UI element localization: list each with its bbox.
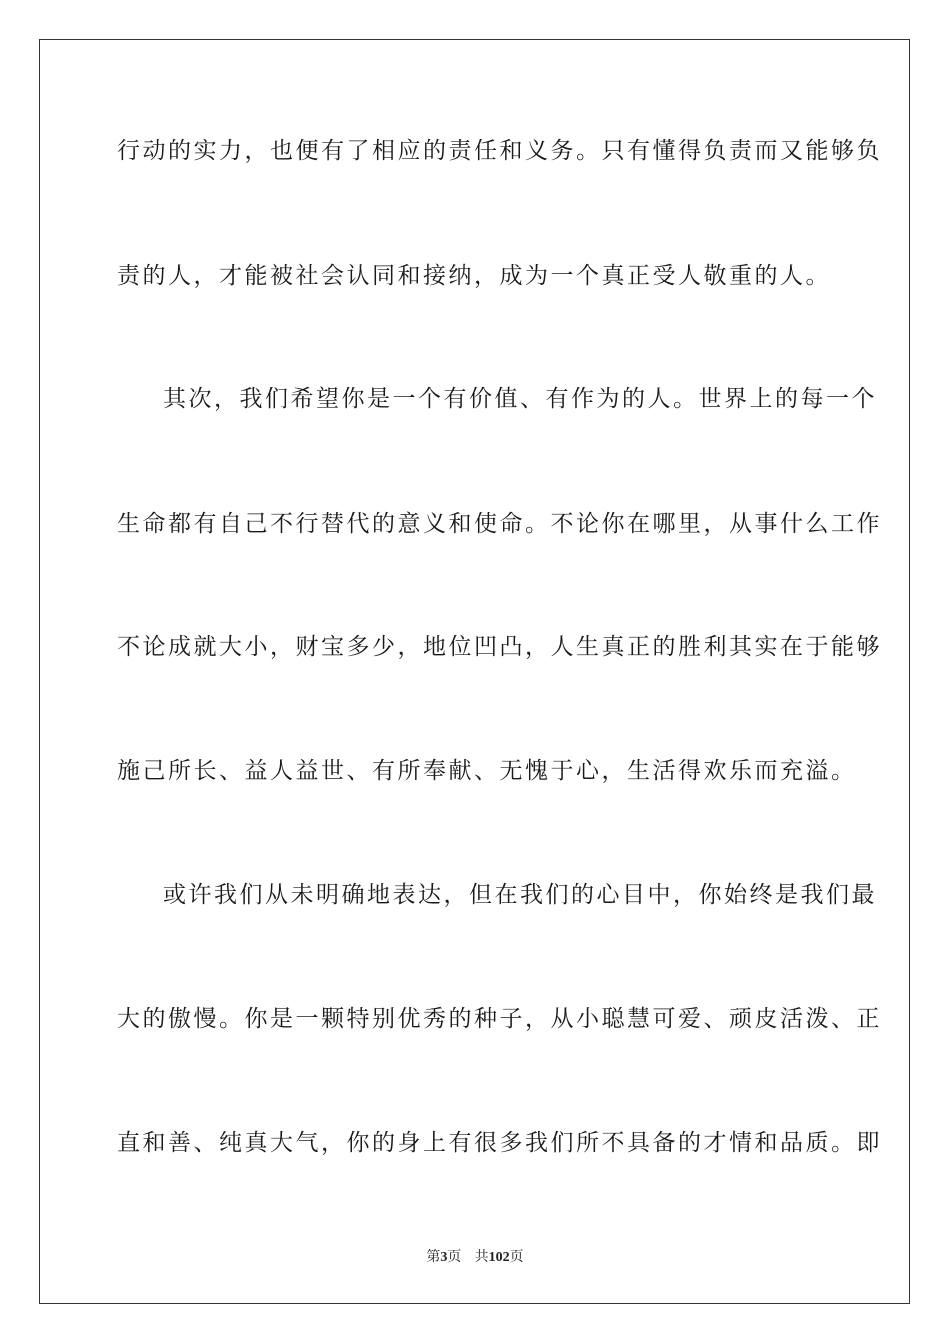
page-number: 3 [440,1250,448,1265]
page-suffix: 页 [447,1249,462,1265]
page-prefix: 第 [426,1249,441,1265]
page-footer [0,1247,950,1268]
body-line-5: 不论成就大小，财宝多少，地位凹凸，人生真正的胜利其实在于能够 [117,634,882,660]
body-line-9: 直和善、纯真大气，你的身上有很多我们所不具备的才情和品质。即 [117,1130,882,1156]
body-line-6: 施己所长、益人益世、有所奉献、无愧于心，生活得欢乐而充溢。 [117,758,857,784]
body-line-3: 其次，我们希望你是一个有价值、有作为的人。世界上的每一个 [163,386,877,412]
page-border [39,39,910,1304]
total-suffix: 页 [509,1249,524,1265]
body-line-4: 生命都有自己不行替代的意义和使命。不论你在哪里，从事什么工作 [117,511,882,537]
total-pages: 102 [488,1250,510,1265]
body-line-7: 或许我们从未明确地表达，但在我们的心目中，你始终是我们最 [163,882,877,908]
body-line-2: 责的人，才能被社会认同和接纳，成为一个真正受人敬重的人。 [117,263,831,289]
body-line-1: 行动的实力，也便有了相应的责任和义务。只有懂得负责而又能够负 [117,138,882,164]
total-prefix: 共 [474,1249,489,1265]
body-line-8: 大的傲慢。你是一颗特别优秀的种子，从小聪慧可爱、顽皮活泼、正 [117,1006,882,1032]
